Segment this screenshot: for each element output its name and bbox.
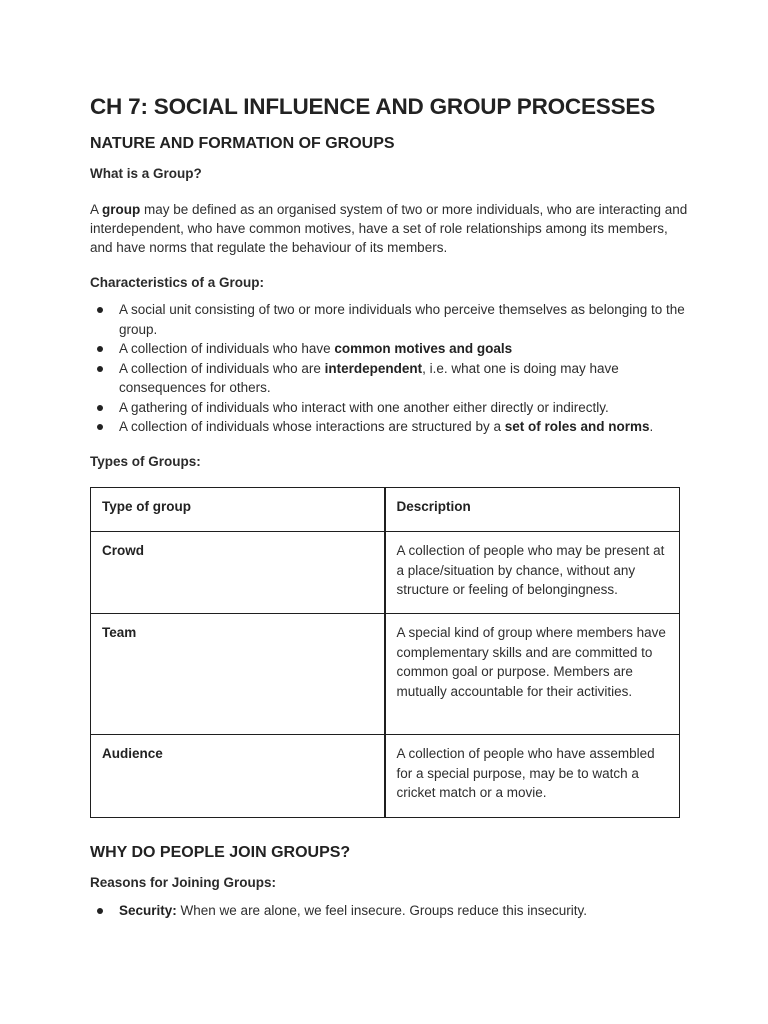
list-item: [90, 300, 690, 339]
list-item-text: A collection of individuals whose interactions are structured by a: [119, 419, 505, 434]
definition-text: may be defined as an organised system of two or more individuals, who are interacting and interdependent, who have common motives, have a set of role relationships among its members, and have norms that regulate the behaviour of its members.: [90, 202, 688, 255]
table-header-type: Type of group: [91, 488, 385, 532]
list-item-text: When we are alone, we feel insecure. Groups reduce this insecurity.: [176, 903, 587, 918]
list-item-text: A collection of individuals who have: [119, 341, 335, 356]
table-row: [91, 735, 680, 818]
list-item: [90, 417, 690, 437]
table-cell-type: Crowd: [91, 532, 385, 614]
reasons-list: [90, 901, 690, 921]
table-cell-description: A special kind of group where members have complementary skills and are committed to common goal or purpose. Members are mutually accountable for their activities.: [385, 614, 680, 735]
bullet-icon: [97, 405, 103, 411]
definition-prefix: A: [90, 202, 103, 217]
group-definition-paragraph: [90, 200, 690, 257]
table-cell-type: Team: [91, 614, 385, 735]
list-item-text: , i.e. what one is doing may have consequences for others.: [119, 360, 619, 395]
bullet-icon: [97, 346, 103, 352]
section-heading-nature: NATURE AND FORMATION OF GROUPS: [90, 135, 395, 152]
table-header-description: Description: [385, 488, 680, 532]
types-of-groups-table: [90, 487, 680, 818]
list-item-bold: Security:: [119, 903, 177, 918]
list-item: [90, 901, 690, 921]
list-item-text: A social unit consisting of two or more individuals who perceive themselves as belonging to the group.: [119, 302, 685, 337]
list-item-text: A gathering of individuals who interact with one another either directly or indirectly.: [119, 399, 609, 415]
table-row: [91, 532, 680, 614]
list-item: [90, 359, 690, 398]
table-header-row: [91, 488, 680, 532]
list-item-bold: common motives and goals: [334, 341, 513, 356]
list-item-text: A collection of individuals who are: [119, 360, 325, 376]
list-item-text: .: [649, 419, 654, 434]
table-cell-description: A collection of people who have assembled for a special purpose, may be to watch a cricket match or a movie.: [385, 735, 680, 818]
subheading-reasons: Reasons for Joining Groups:: [90, 875, 277, 890]
page-title: CH 7: SOCIAL INFLUENCE AND GROUP PROCESSES: [90, 94, 656, 119]
section-heading-why-join: WHY DO PEOPLE JOIN GROUPS?: [90, 844, 351, 861]
table-cell-type: Audience: [91, 735, 385, 818]
list-item: [90, 398, 690, 418]
list-item-bold: set of roles and norms: [504, 419, 650, 434]
bullet-icon: [97, 908, 103, 914]
definition-term: group: [102, 202, 141, 217]
bullet-icon: [97, 424, 103, 430]
subheading-types: Types of Groups:: [90, 454, 201, 469]
characteristics-list: [90, 300, 690, 437]
list-item: [90, 339, 690, 359]
bullet-icon: [97, 366, 103, 372]
subheading-what-is-group: What is a Group?: [90, 166, 202, 181]
bullet-icon: [97, 307, 103, 313]
subheading-characteristics: Characteristics of a Group:: [90, 275, 265, 290]
table-cell-description: A collection of people who may be present at a place/situation by chance, without any structure or feeling of belongingness.: [385, 532, 680, 614]
list-item-bold: interdependent: [324, 360, 423, 376]
table-row: [91, 614, 680, 735]
